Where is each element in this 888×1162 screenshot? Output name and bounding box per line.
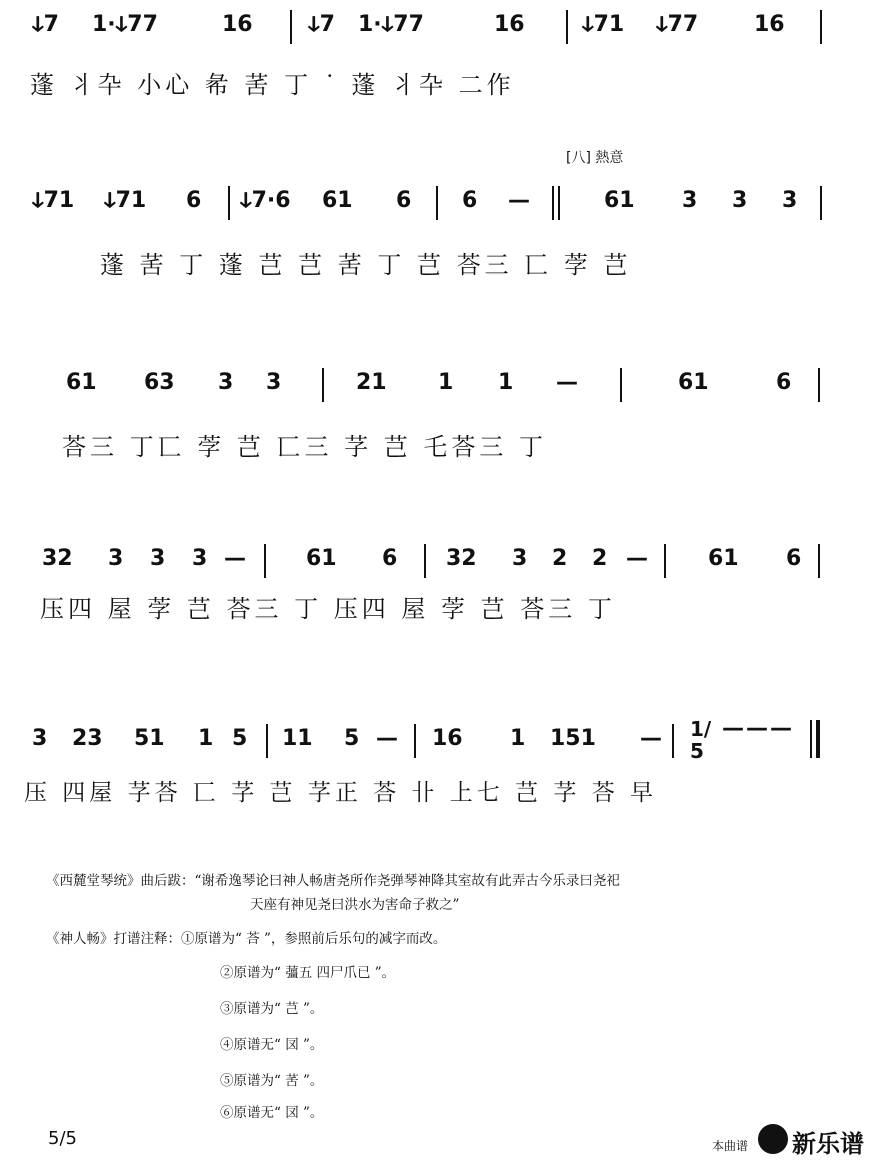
note: —	[224, 546, 246, 571]
bar-line	[264, 544, 266, 578]
bar-line	[810, 720, 812, 758]
note: 16	[432, 726, 463, 751]
note: 16	[222, 12, 253, 37]
note: ↆ7	[32, 12, 59, 37]
note: 61	[604, 188, 635, 213]
note: 151	[550, 726, 596, 751]
note: —	[640, 726, 662, 751]
note: ↆ7·6	[240, 188, 291, 213]
tablature-line: 蓬 䒷 丁 蓬 芑 芑 䒷 丁 芑 荅三 匸 茡 芑	[100, 251, 632, 279]
bar-line	[818, 544, 820, 578]
note: 3	[32, 726, 48, 751]
note: 21	[356, 370, 387, 395]
tablature-line: 荅三 丁匸 茡 芑 匸三 芓 芑 乇荅三 丁	[62, 433, 548, 461]
note: 1·ↆ77	[92, 12, 158, 37]
note: 6	[396, 188, 412, 213]
note: 16	[494, 12, 525, 37]
note-line: ⑤原谱为“ 䒷 ”。	[220, 1073, 324, 1089]
note: 16	[754, 12, 785, 37]
note: 6	[786, 546, 802, 571]
section-label: [八] 熱意	[566, 150, 624, 166]
note: 3	[732, 188, 748, 213]
note: 6	[382, 546, 398, 571]
note: ↆ71	[32, 188, 75, 213]
note: —	[626, 546, 648, 571]
note: 3	[512, 546, 528, 571]
note: 32	[42, 546, 73, 571]
note: 3	[682, 188, 698, 213]
bar-line	[290, 10, 292, 44]
bar-line	[672, 724, 674, 758]
note-line: 《神人畅》打谱注释：①原谱为“ 荅 ”，参照前后乐句的减字而改。	[46, 931, 447, 947]
tablature-line: 蓬 丬卆 小心 㣇 䒷 丁 ˙ 蓬 丬卆 二作	[30, 71, 515, 99]
note: ↆ7	[308, 12, 335, 37]
note: —	[556, 370, 578, 395]
note: 51	[134, 726, 165, 751]
bar-line	[620, 368, 622, 402]
note: ↆ71	[582, 12, 625, 37]
note: 2	[552, 546, 568, 571]
note: ———	[722, 716, 794, 741]
note: 6	[776, 370, 792, 395]
bar-line	[228, 186, 230, 220]
note: 61	[66, 370, 97, 395]
note: ↆ77	[656, 12, 699, 37]
note-line: ④原谱无“ 㘝 ”。	[220, 1037, 324, 1053]
note: 3	[218, 370, 234, 395]
note: 6	[462, 188, 478, 213]
note: 1·ↆ77	[358, 12, 424, 37]
note: 1	[198, 726, 214, 751]
note: 1	[498, 370, 514, 395]
tablature-line: 压四 屋 茡 芑 荅三 丁 压四 屋 茡 芑 荅三 丁	[40, 595, 616, 623]
note: —	[508, 188, 530, 213]
bar-line	[816, 720, 820, 758]
note: 5	[232, 726, 248, 751]
note: 6	[186, 188, 202, 213]
bar-line	[566, 10, 568, 44]
page-number: 5/5	[48, 1128, 77, 1149]
bar-line	[266, 724, 268, 758]
note: ↆ71	[104, 188, 147, 213]
note: 11	[282, 726, 313, 751]
bar-line	[820, 10, 822, 44]
note: 2	[592, 546, 608, 571]
bar-line	[414, 724, 416, 758]
note: 3	[108, 546, 124, 571]
bar-line	[818, 368, 820, 402]
postscript-line: 《西麓堂琴统》曲后跋：“谢希逸琴论曰神人畅唐尧所作尧弹琴神降其室故有此弄古今乐录曰尧祀	[46, 873, 620, 889]
disc-logo-icon	[758, 1124, 788, 1154]
note: 32	[446, 546, 477, 571]
note: 1/5	[690, 717, 712, 763]
note: 23	[72, 726, 103, 751]
bar-line	[820, 186, 822, 220]
note: 1	[510, 726, 526, 751]
note: 61	[678, 370, 709, 395]
note: 61	[306, 546, 337, 571]
bar-line	[322, 368, 324, 402]
postscript-line: 天座有神见尧曰洪水为害命子救之”	[250, 897, 460, 913]
note: 3	[192, 546, 208, 571]
note: 1	[438, 370, 454, 395]
note-line: ③原谱为“ 芑 ”。	[220, 1001, 324, 1017]
tablature-line: 压 四屋 芓荅 匸 芓 芑 芓正 荅 卝 上七 芑 芓 荅 早	[24, 780, 658, 806]
bar-line	[424, 544, 426, 578]
note: 3	[266, 370, 282, 395]
note: 61	[708, 546, 739, 571]
note: 5	[344, 726, 360, 751]
credit-label: 本曲谱	[712, 1139, 749, 1153]
note: —	[376, 726, 398, 751]
note: 3	[782, 188, 798, 213]
bar-line	[552, 186, 554, 220]
brand-logo: 新乐谱	[792, 1130, 864, 1158]
note-line: ⑥原谱无“ 㘝 ”。	[220, 1105, 324, 1121]
note: 3	[150, 546, 166, 571]
note: 63	[144, 370, 175, 395]
bar-line	[558, 186, 560, 220]
bar-line	[436, 186, 438, 220]
note-line: ②原谱为“ 䕬五 四尸爪已 ”。	[220, 965, 396, 981]
bar-line	[664, 544, 666, 578]
note: 61	[322, 188, 353, 213]
